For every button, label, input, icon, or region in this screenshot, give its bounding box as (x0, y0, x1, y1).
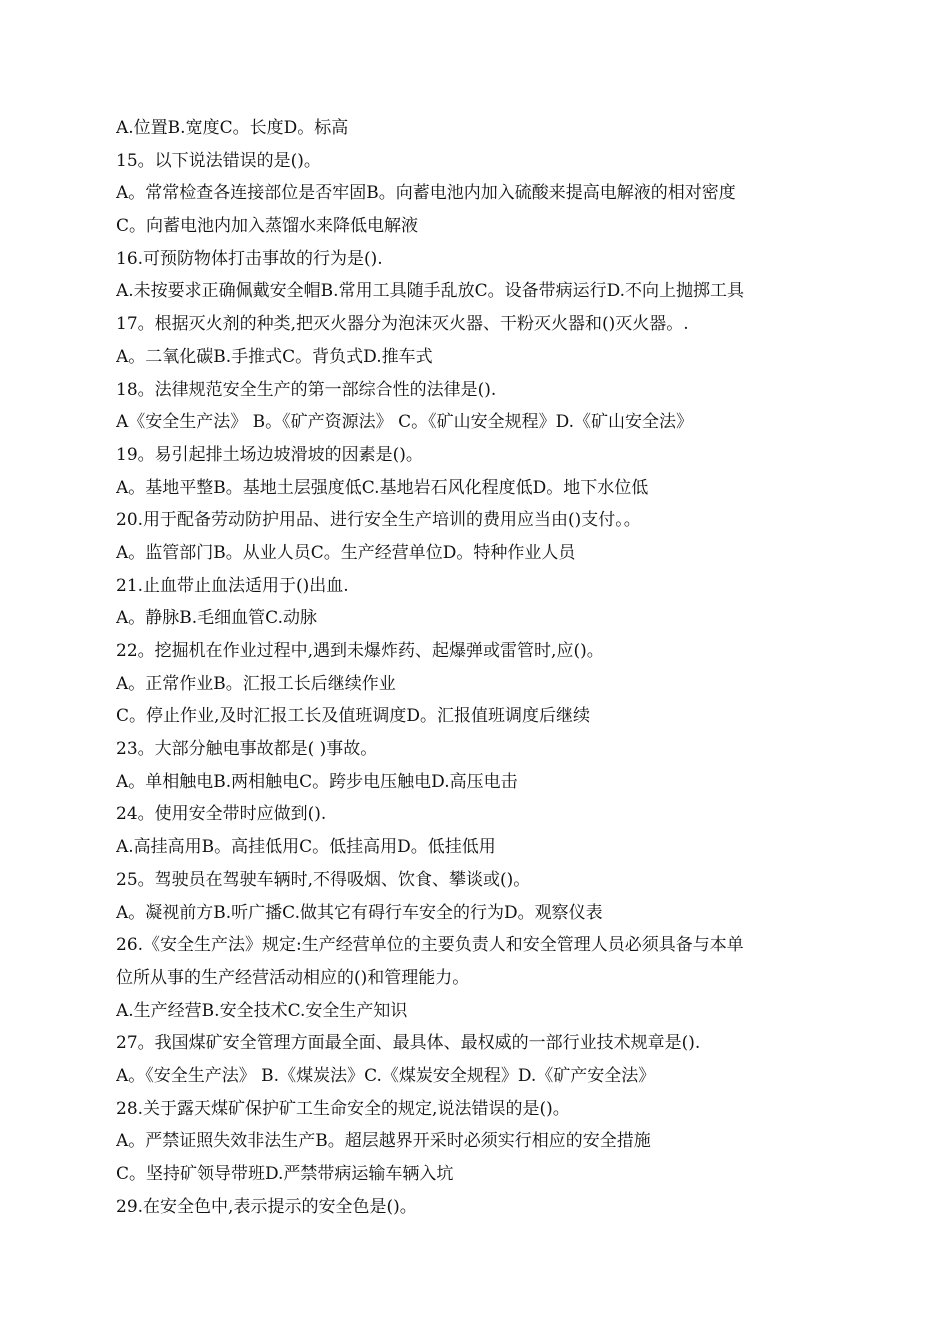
text-line-1: A.位置B.宽度C。长度D。标高 (116, 118, 349, 138)
question-22: 22。挖掘机在作业过程中,遇到未爆炸药、起爆弹或雷管时,应()。 (116, 641, 604, 661)
options-24: A.高挂高用B。高挂低用C。低挂高用D。低挂低用 (116, 837, 496, 858)
options-19: A。基地平整B。基地土层强度低C.基地岩石风化程度低D。地下水位低 (116, 477, 649, 498)
options-21: A。静脉B.毛细血管C.动脉 (116, 608, 317, 629)
document-body (116, 112, 856, 1223)
options-26: A.生产经营B.安全技术C.安全生产知识 (116, 1000, 408, 1021)
question-24: 24。使用安全带时应做到(). (116, 804, 327, 825)
options-15-b: C。向蓄电池内加入蒸馏水来降低电解液 (116, 216, 419, 237)
question-18: 18。法律规范安全生产的第一部综合性的法律是(). (116, 379, 497, 400)
question-21: 21.止血带止血法适用于()出血. (116, 575, 349, 596)
options-25: A。凝视前方B.听广播C.做其它有碍行车安全的行为D。观察仪表 (116, 902, 603, 923)
options-23: A。单相触电B.两相触电C。跨步电压触电D.高压电击 (116, 771, 518, 792)
question-15: 15。以下说法错误的是()。 (116, 150, 321, 171)
question-26-b: 位所从事的生产经营活动相应的()和管理能力。 (116, 967, 470, 988)
question-17: 17。根据灭火剂的种类,把灭火器分为泡沫灭火器、干粉灭火器和()灭火器。. (116, 314, 689, 335)
options-28-b: C。坚持矿领导带班D.严禁带病运输车辆入坑 (116, 1164, 454, 1184)
question-27: 27。我国煤矿安全管理方面最全面、最具体、最权威的一部行业技术规章是(). (116, 1033, 701, 1054)
options-22-b: C。停止作业,及时汇报工长及值班调度D。汇报值班调度后继续 (116, 706, 591, 727)
question-25: 25。驾驶员在驾驶车辆时,不得吸烟、饮食、攀谈或()。 (116, 869, 531, 890)
options-17: A。二氧化碳B.手推式C。背负式D.推车式 (116, 346, 433, 367)
question-26-a: 26.《安全生产法》规定:生产经营单位的主要负责人和安全管理人员必须具备与本单 (116, 935, 744, 956)
question-19: 19。易引起排土场边坡滑坡的因素是()。 (116, 444, 423, 465)
options-18: A《安全生产法》 B。《矿产资源法》 C。《矿山安全规程》D.《矿山安全法》 (116, 412, 694, 433)
question-20: 20.用于配备劳动防护用品、进行安全生产培训的费用应当由()支付。。 (116, 510, 641, 531)
options-16: A.未按要求正确佩戴安全帽B.常用工具随手乱放C。设备带病运行D.不向上抛掷工具 (116, 281, 745, 302)
options-22-a: A。正常作业B。汇报工长后继续作业 (116, 673, 396, 694)
question-23: 23。大部分触电事故都是( )事故。 (116, 739, 378, 760)
options-28-a: A。严禁证照失效非法生产B。超层越界开采时必须实行相应的安全措施 (116, 1131, 651, 1152)
options-20: A。监管部门B。从业人员C。生产经营单位D。特种作业人员 (116, 542, 576, 563)
options-27: A。《安全生产法》 B.《煤炭法》C.《煤炭安全规程》D.《矿产安全法》 (116, 1065, 656, 1086)
options-15-a: A。常常检查各连接部位是否牢固B。向蓄电池内加入硫酸来提高电解液的相对密度 (116, 183, 736, 204)
question-29: 29.在安全色中,表示提示的安全色是()。 (116, 1196, 417, 1217)
question-16: 16.可预防物体打击事故的行为是(). (116, 248, 383, 269)
question-28: 28.关于露天煤矿保护矿工生命安全的规定,说法错误的是()。 (116, 1098, 570, 1119)
